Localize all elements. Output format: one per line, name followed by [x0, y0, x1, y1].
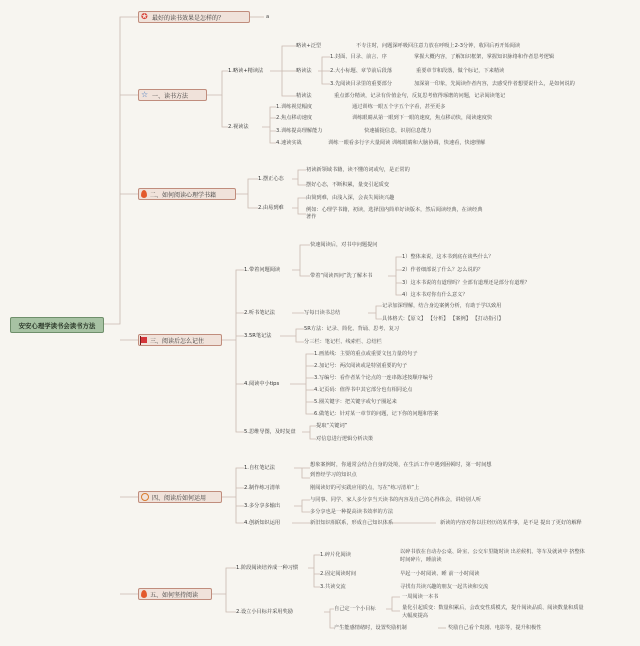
b3-l1: 快速阅读后，对书中问题提问 — [310, 242, 378, 248]
branch-persist[interactable]: 五、如何坚持阅读 — [138, 588, 212, 600]
b2-l2: 摆好心态，不断积累，量变引起质变 — [306, 182, 390, 188]
branch-best-effect[interactable]: ✪ 最好的读书效果是怎样的？ — [138, 11, 250, 23]
b3-tip-2: 2.加记号：两次阅读或是特别重要的句子 — [314, 363, 408, 369]
b3-l7: 分三栏：笔记栏、线索栏、总结栏 — [304, 339, 382, 345]
b3-tip-1: 1.画蓝线：主要的重点或重要文包力量的句子 — [314, 351, 418, 357]
b5-v5: 量化引起质变：数量积累后，会改变性质模式，提升阅读品质、阅读数量和质量 — [402, 605, 584, 611]
b3-l8: 提取“关键词” — [316, 423, 348, 429]
b1-intensive-desc: 重点部分精读，记录有价值金句，反复思考值得琢磨的问题，记录阅读笔记 — [334, 93, 506, 99]
b4-l5: 多分享也是一种提高读书效率的方法 — [310, 509, 394, 515]
b4-l6: 新旧知识相联系，形成自己知识体系 — [310, 520, 394, 526]
b3-q4: 4）这本书对你有什么意义？ — [402, 292, 468, 298]
b1-item-3-desc: 加深第一印象，先阅读作者内容，去感受作者想要说什么，是如何说的 — [414, 81, 575, 87]
b5-v1: 以碎书放在自动办公桌、卧室、公交车里随时读 出差候机、等车及就读中 挤整体 — [400, 549, 585, 555]
b5-s4: 自己定一个小目标 — [334, 606, 376, 612]
b1-v-item-2: 2.焦点移动速度 — [276, 115, 313, 121]
smile-icon — [141, 493, 149, 501]
b2-l1: 初读新领域书籍，读不懂的词或句，是正常的 — [306, 167, 410, 173]
b3-listen-notes: 2.听书笔记法 — [244, 310, 275, 316]
b1-v-item-4: 4.速读实战 — [276, 140, 302, 146]
b4-share-output: 3.多分享多输出 — [244, 503, 281, 509]
branch-reading-methods[interactable]: ☆ 一、读书方法 — [138, 89, 207, 101]
branch-remember[interactable]: 三、阅读后怎么记住 — [138, 334, 222, 346]
blue-star-icon: ☆ — [141, 90, 149, 99]
b5-v2: 早起一小时阅读、睡 前一小时阅读 — [400, 571, 480, 577]
b3-mindmap-review: 5.思维导图，及时复盘 — [244, 429, 296, 435]
b4-l2: 到曾经学习的知识点 — [310, 472, 357, 478]
b3-tip-6: 6.做笔记：针对某一章节的问题，记下你的问题和答案 — [314, 411, 439, 417]
b5-v3: 寻找有共读兴趣的朋友一起共读和交流 — [400, 584, 489, 590]
b5-v5b: 大幅度提高 — [402, 613, 428, 619]
b3-tip-4: 4.记页码：值得书中其它部分也有相同论点 — [314, 387, 413, 393]
b4-innovate: 4.创新知识运用 — [244, 520, 281, 526]
b4-l7: 新读的内容对你以往经历的某件事，是不是 提出了更好的解释 — [440, 520, 582, 526]
b1-item-1: 1.封面、目录、前言、序 — [330, 54, 387, 60]
b4-l1: 想象案例时，你通常会结合自身的处境，在生活工作中遇到困顿时，第一时间想 — [310, 462, 492, 468]
b2-l5: 著作 — [306, 214, 317, 220]
b1-item-3: 3.先阅读目录里的重要部分 — [330, 81, 393, 87]
b1-skim-type-desc: 不专注时，问题深呼吸回注意力放在呼吸上2-3分钟，收回后再开始阅读 — [356, 43, 521, 49]
b5-goal-reward: 2.设立小目标并采用奖励 — [236, 609, 293, 615]
b3-q2: 2）作者细部说了什么？怎么说的？ — [402, 267, 484, 273]
branch-psychology-books[interactable]: 二、如何阅读心理学书籍 — [138, 188, 236, 200]
b3-q1: 1）整体来说，这本书到底在谈些什么？ — [402, 254, 494, 260]
b1-visual-reading: 2.视读法 — [228, 124, 249, 130]
b1-v-item-1: 1.训练视觉幅度 — [276, 104, 313, 110]
b3-tip-3: 3.写编号：看作者某个论点的一连串陈述按顺序编号 — [314, 375, 434, 381]
fire-icon — [141, 590, 147, 598]
b4-l3: 刚阅读好的可实践应用的点，写在“练习清单”上 — [310, 485, 420, 491]
b1-v-item-3: 3.训练提高理解能力 — [276, 128, 323, 134]
b5-s3: 3.共读交流 — [320, 584, 346, 590]
b3-question-reading: 1.带着问题阅读 — [244, 267, 281, 273]
b3-reading-tips: 4.阅读中小tips — [244, 381, 280, 387]
b1-item-1-desc: 掌握大概内容，了解知识框架，掌握知识脉络和作者思考逻辑 — [414, 54, 555, 60]
b1-v-item-1-desc: 通过训练一眼五个字五个字看，甚至更多 — [352, 104, 446, 110]
b5-v1b: 时间碎片，睡前读 — [400, 557, 442, 563]
b1-skim-intensive: 1.略读+精读法 — [228, 68, 264, 74]
b3-l3: 写每日读书总结 — [304, 310, 341, 316]
b1-v-item-4-desc: 训练一眼看多行字大量阅读 训练眼睛和大脑协调，快速看，快速理解 — [328, 140, 486, 146]
b3-5r-notes: 3.5R笔记法 — [244, 333, 272, 339]
b2-mindset: 1.摆正心态 — [258, 176, 284, 182]
fire-icon — [141, 190, 147, 198]
flag-icon — [141, 337, 147, 343]
b2-easy-to-hard: 2.由易到难 — [258, 205, 284, 211]
b1-skim-method: 略读法 — [296, 68, 312, 74]
b1-v-item-2-desc: 训练眼睛从第一眼到下一眼的速度，焦点移动快，阅读速度快 — [352, 115, 493, 121]
b3-l6: 5R方法：记录、简化、背诵、思考、复习 — [304, 326, 400, 332]
b1-item-2-desc: 重要章节和段落，做个标记，下来精读 — [416, 68, 505, 74]
b3-l4: 记录加深理解，结合身边案例分析，有助于学以致用 — [382, 303, 502, 309]
b1-intensive: 精读法 — [296, 93, 312, 99]
b4-l4: 与同事、同学、家人多分享当天读书的内容及自己的心得体会，讲给别人听 — [310, 497, 482, 503]
b5-s1: 1.碎片化阅读 — [320, 552, 351, 558]
b5-s2: 2.固定阅读时间 — [320, 571, 357, 577]
b5-v6: 奖励自己看个贵剧、电影等，提升积极性 — [448, 625, 542, 631]
b3-q3: 3）这本书说的有道理吗？全部有道理还是部分有道理？ — [402, 280, 530, 286]
b3-l2: 带着“阅读四问”洗了解本书 — [310, 273, 373, 279]
b3-l9: 对信息进行逻辑分析决策 — [316, 436, 374, 442]
b2-l4: 例如：心理学书籍，初读，选择国内简单好读版本，然后阅读经典，在读经典 — [306, 207, 483, 213]
b5-habit: 1.阶段阅读培养成一种习惯 — [236, 565, 299, 571]
b2-l3: 由简到难，由浅入深，会丧失阅读兴趣 — [306, 195, 395, 201]
b3-tip-5: 5.圈关键字：把关键字或句子圈起来 — [314, 399, 397, 405]
b1-skim-type: 略读+泛型 — [296, 43, 322, 49]
red-star-icon: ✪ — [141, 12, 148, 21]
b3-l5: 具体格式：【原文】 【分析】 【案例】 【打动指引】 — [382, 316, 504, 322]
root-node[interactable]: 安安心理学读书会读书方法 — [10, 317, 104, 333]
b5-v4: 一周阅读一本书 — [402, 594, 439, 600]
b4-practice-list: 2.制作练习清单 — [244, 485, 281, 491]
branch-best-effect-note: a — [266, 14, 270, 20]
b1-item-2: 2.大小标题、章节前后段落 — [330, 68, 393, 74]
b1-v-item-3-desc: 快速捕捉信息，识别信息能力 — [364, 128, 432, 134]
b4-self-notes: 1.自杠笔记法 — [244, 465, 275, 471]
branch-apply[interactable]: 四、阅读后如何运用 — [138, 491, 222, 503]
b5-s5: 产生能感情绪时，设置奖励机制 — [334, 625, 407, 631]
